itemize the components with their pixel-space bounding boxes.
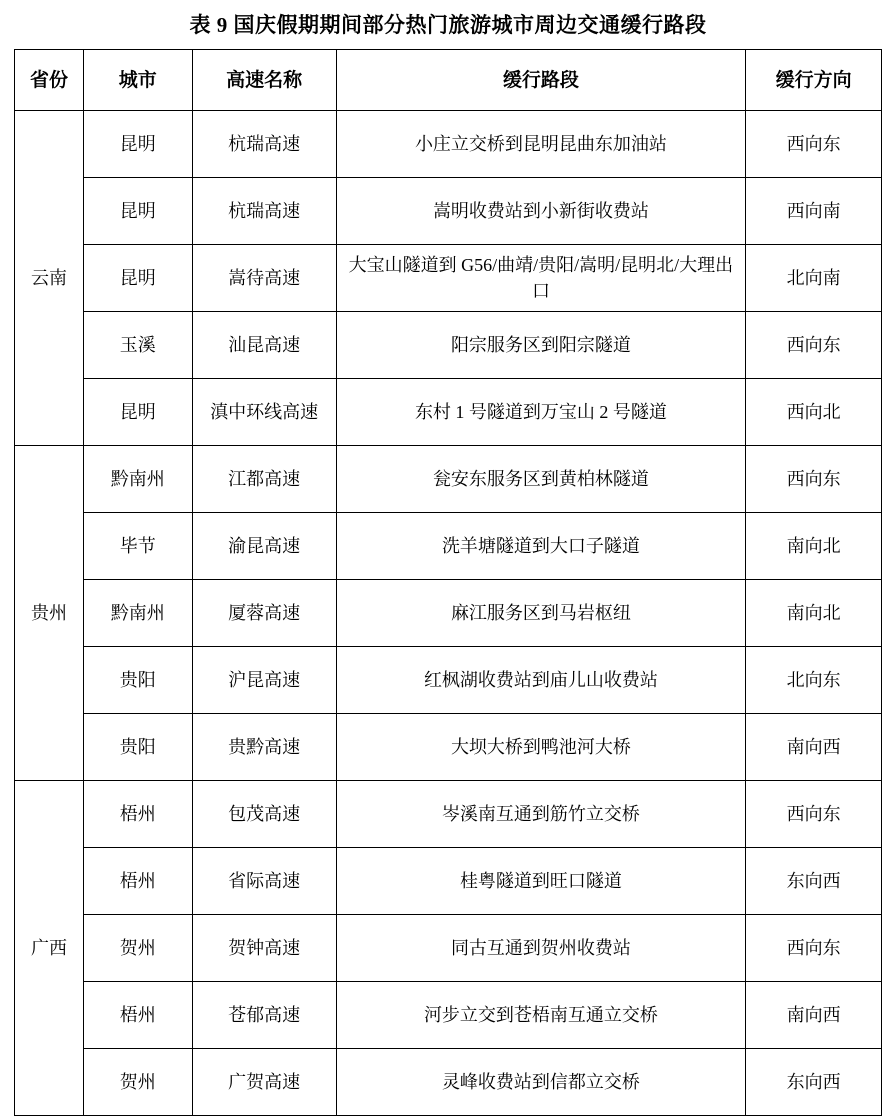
section-cell: 大坝大桥到鸭池河大桥 <box>336 714 745 781</box>
province-cell: 云南 <box>15 111 84 446</box>
table-row <box>15 915 882 982</box>
direction-cell: 南向北 <box>746 513 882 580</box>
section-cell: 麻江服务区到马岩枢纽 <box>336 580 745 647</box>
table-body <box>15 111 882 1116</box>
section-cell: 洗羊塘隧道到大口子隧道 <box>336 513 745 580</box>
table-row <box>15 178 882 245</box>
table-row <box>15 446 882 513</box>
city-cell: 玉溪 <box>83 312 192 379</box>
city-cell: 昆明 <box>83 379 192 446</box>
city-cell: 昆明 <box>83 178 192 245</box>
section-cell: 大宝山隧道到 G56/曲靖/贵阳/嵩明/昆明北/大理出口 <box>336 245 745 312</box>
direction-cell: 南向西 <box>746 714 882 781</box>
page-title: 表 9 国庆假期期间部分热门旅游城市周边交通缓行路段 <box>189 13 707 37</box>
direction-cell: 西向南 <box>746 178 882 245</box>
section-cell: 灵峰收费站到信都立交桥 <box>336 1049 745 1116</box>
table-row <box>15 379 882 446</box>
expressway-cell: 厦蓉高速 <box>192 580 336 647</box>
expressway-cell: 包茂高速 <box>192 781 336 848</box>
city-cell: 梧州 <box>83 848 192 915</box>
table-row <box>15 245 882 312</box>
expressway-cell: 杭瑞高速 <box>192 111 336 178</box>
city-cell: 昆明 <box>83 245 192 312</box>
table-row <box>15 513 882 580</box>
table-row <box>15 580 882 647</box>
section-cell: 河步立交到苍梧南互通立交桥 <box>336 982 745 1049</box>
column-header-province: 省份 <box>15 50 84 111</box>
section-cell: 东村 1 号隧道到万宝山 2 号隧道 <box>336 379 745 446</box>
direction-cell: 东向西 <box>746 848 882 915</box>
city-cell: 昆明 <box>83 111 192 178</box>
direction-cell: 西向北 <box>746 379 882 446</box>
direction-cell: 西向东 <box>746 446 882 513</box>
direction-cell: 西向东 <box>746 111 882 178</box>
table-header-row <box>15 50 882 111</box>
table-row <box>15 1049 882 1116</box>
table-row <box>15 111 882 178</box>
province-cell: 贵州 <box>15 446 84 781</box>
direction-cell: 西向东 <box>746 312 882 379</box>
section-cell: 同古互通到贺州收费站 <box>336 915 745 982</box>
expressway-cell: 江都高速 <box>192 446 336 513</box>
column-header-city: 城市 <box>83 50 192 111</box>
column-header-expressway: 高速名称 <box>192 50 336 111</box>
traffic-table <box>14 49 882 1116</box>
expressway-cell: 苍郁高速 <box>192 982 336 1049</box>
expressway-cell: 渝昆高速 <box>192 513 336 580</box>
table-row <box>15 781 882 848</box>
expressway-cell: 沪昆高速 <box>192 647 336 714</box>
city-cell: 贵阳 <box>83 647 192 714</box>
table-header <box>15 50 882 111</box>
city-cell: 黔南州 <box>83 580 192 647</box>
direction-cell: 东向西 <box>746 1049 882 1116</box>
expressway-cell: 广贺高速 <box>192 1049 336 1116</box>
table-row <box>15 714 882 781</box>
direction-cell: 西向东 <box>746 781 882 848</box>
table-row <box>15 982 882 1049</box>
city-cell: 梧州 <box>83 982 192 1049</box>
column-header-section: 缓行路段 <box>336 50 745 111</box>
direction-cell: 南向西 <box>746 982 882 1049</box>
city-cell: 贺州 <box>83 1049 192 1116</box>
expressway-cell: 嵩待高速 <box>192 245 336 312</box>
direction-cell: 北向南 <box>746 245 882 312</box>
section-cell: 红枫湖收费站到庙儿山收费站 <box>336 647 745 714</box>
section-cell: 瓮安东服务区到黄柏林隧道 <box>336 446 745 513</box>
expressway-cell: 滇中环线高速 <box>192 379 336 446</box>
section-cell: 嵩明收费站到小新街收费站 <box>336 178 745 245</box>
table-row <box>15 312 882 379</box>
section-cell: 小庄立交桥到昆明昆曲东加油站 <box>336 111 745 178</box>
table-row <box>15 848 882 915</box>
column-header-direction: 缓行方向 <box>746 50 882 111</box>
city-cell: 贺州 <box>83 915 192 982</box>
expressway-cell: 贵黔高速 <box>192 714 336 781</box>
city-cell: 黔南州 <box>83 446 192 513</box>
expressway-cell: 杭瑞高速 <box>192 178 336 245</box>
expressway-cell: 贺钟高速 <box>192 915 336 982</box>
city-cell: 梧州 <box>83 781 192 848</box>
direction-cell: 南向北 <box>746 580 882 647</box>
city-cell: 毕节 <box>83 513 192 580</box>
table-row <box>15 647 882 714</box>
city-cell: 贵阳 <box>83 714 192 781</box>
province-cell: 广西 <box>15 781 84 1116</box>
expressway-cell: 省际高速 <box>192 848 336 915</box>
expressway-cell: 汕昆高速 <box>192 312 336 379</box>
section-cell: 阳宗服务区到阳宗隧道 <box>336 312 745 379</box>
section-cell: 桂粤隧道到旺口隧道 <box>336 848 745 915</box>
direction-cell: 北向东 <box>746 647 882 714</box>
direction-cell: 西向东 <box>746 915 882 982</box>
section-cell: 岑溪南互通到筋竹立交桥 <box>336 781 745 848</box>
